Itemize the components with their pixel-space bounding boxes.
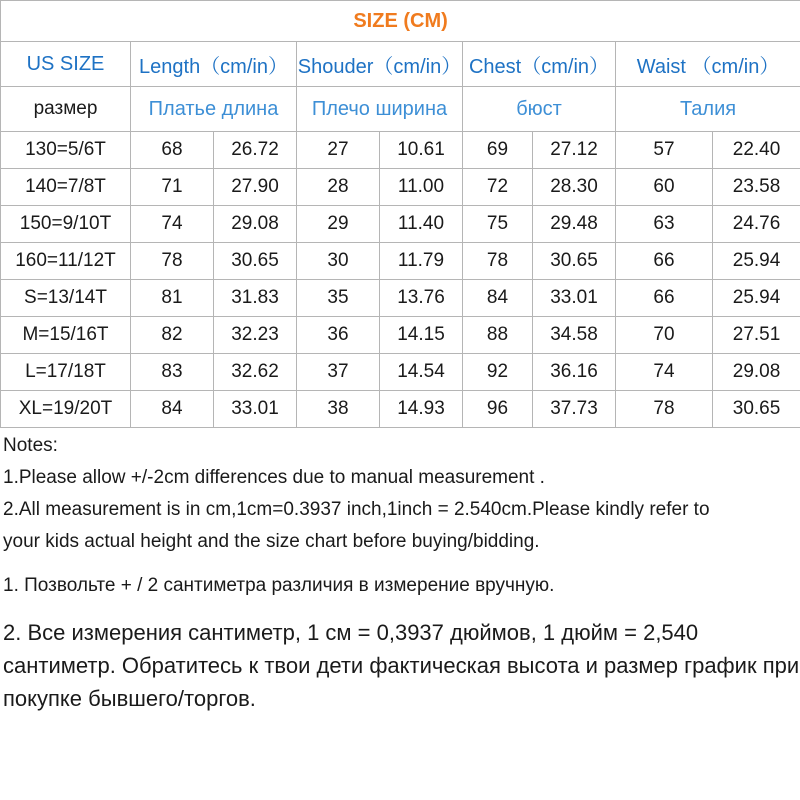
size-label-cell: XL=19/20T: [1, 391, 131, 428]
table-cell: 35: [297, 280, 380, 317]
table-cell: 27.90: [214, 169, 297, 206]
table-cell: 29: [297, 206, 380, 243]
table-cell: 38: [297, 391, 380, 428]
table-cell: 30.65: [214, 243, 297, 280]
table-cell: 14.15: [380, 317, 463, 354]
table-cell: 11.79: [380, 243, 463, 280]
table-cell: 29.08: [713, 354, 800, 391]
size-label-cell: 140=7/8T: [1, 169, 131, 206]
table-cell: 13.76: [380, 280, 463, 317]
table-cell: 14.54: [380, 354, 463, 391]
table-cell: 72: [463, 169, 533, 206]
header-us-size: US SIZE: [1, 42, 131, 87]
table-cell: 63: [616, 206, 713, 243]
table-cell: 88: [463, 317, 533, 354]
table-cell: 74: [616, 354, 713, 391]
table-cell: 36: [297, 317, 380, 354]
header-ru-shoulder: Плечо ширина: [297, 87, 463, 132]
table-cell: 11.40: [380, 206, 463, 243]
table-cell: 22.40: [713, 132, 800, 169]
table-cell: 30.65: [533, 243, 616, 280]
header-length: Length（cm/in）: [131, 42, 297, 87]
notes-heading: Notes:: [3, 435, 58, 456]
table-cell: 31.83: [214, 280, 297, 317]
note-en-2a: 2.All measurement is in cm,1cm=0.3937 inch,1inch = 2.540cm.Please kindly refer to: [3, 499, 710, 520]
table-cell: 92: [463, 354, 533, 391]
table-row: [1, 280, 800, 317]
table-cell: 66: [616, 243, 713, 280]
table-row: [1, 206, 800, 243]
table-cell: 82: [131, 317, 214, 354]
table-cell: 23.58: [713, 169, 800, 206]
table-title: SIZE (CM): [1, 1, 800, 42]
table-cell: 29.48: [533, 206, 616, 243]
table-row: [1, 354, 800, 391]
title-row: [1, 1, 800, 42]
header-row-en: [1, 42, 800, 87]
header-ru-length: Платье длина: [131, 87, 297, 132]
table-cell: 83: [131, 354, 214, 391]
table-cell: 37.73: [533, 391, 616, 428]
table-cell: 78: [616, 391, 713, 428]
table-cell: 27: [297, 132, 380, 169]
header-waist: Waist （cm/in）: [616, 42, 800, 87]
table-cell: 81: [131, 280, 214, 317]
table-cell: 30.65: [713, 391, 800, 428]
table-row: [1, 243, 800, 280]
header-ru-waist: Талия: [616, 87, 800, 132]
size-label-cell: 150=9/10T: [1, 206, 131, 243]
table-cell: 24.76: [713, 206, 800, 243]
table-cell: 66: [616, 280, 713, 317]
table-cell: 68: [131, 132, 214, 169]
size-label-cell: 160=11/12T: [1, 243, 131, 280]
table-cell: 32.23: [214, 317, 297, 354]
size-label-cell: 130=5/6T: [1, 132, 131, 169]
header-ru-chest: бюст: [463, 87, 616, 132]
table-cell: 27.51: [713, 317, 800, 354]
note-ru-2: 2. Все измерения сантиметр, 1 см = 0,3937 дюймов, 1 дюйм = 2,540 сантиметр. Обратитесь к твои дети фактическая высота и размер график при покупке бывшего/торгов.: [3, 620, 800, 711]
table-row: [1, 132, 800, 169]
table-row: [1, 317, 800, 354]
table-cell: 78: [463, 243, 533, 280]
table-cell: 10.61: [380, 132, 463, 169]
table-cell: 71: [131, 169, 214, 206]
table-cell: 36.16: [533, 354, 616, 391]
table-cell: 27.12: [533, 132, 616, 169]
table-cell: 84: [131, 391, 214, 428]
table-cell: 25.94: [713, 243, 800, 280]
table-cell: 69: [463, 132, 533, 169]
table-cell: 33.01: [214, 391, 297, 428]
table-cell: 30: [297, 243, 380, 280]
table-cell: 60: [616, 169, 713, 206]
header-ru-size: размер: [1, 87, 131, 132]
table-cell: 57: [616, 132, 713, 169]
note-ru-1: 1. Позвольте + / 2 сантиметра различия в измерение вручную.: [3, 575, 555, 596]
table-cell: 33.01: [533, 280, 616, 317]
table-cell: 34.58: [533, 317, 616, 354]
note-en-2b: your kids actual height and the size chart before buying/bidding.: [3, 531, 540, 552]
header-shoulder: Shouder（cm/in）: [297, 42, 463, 87]
size-label-cell: S=13/14T: [1, 280, 131, 317]
table-row: [1, 169, 800, 206]
table-cell: 11.00: [380, 169, 463, 206]
table-cell: 70: [616, 317, 713, 354]
note-en-1: 1.Please allow +/-2cm differences due to manual measurement .: [3, 467, 545, 488]
size-label-cell: M=15/16T: [1, 317, 131, 354]
header-chest: Chest（cm/in）: [463, 42, 616, 87]
table-cell: 75: [463, 206, 533, 243]
table-cell: 84: [463, 280, 533, 317]
table-cell: 28.30: [533, 169, 616, 206]
notes-spacer: [3, 558, 800, 570]
table-cell: 74: [131, 206, 214, 243]
table-cell: 28: [297, 169, 380, 206]
table-cell: 29.08: [214, 206, 297, 243]
table-cell: 96: [463, 391, 533, 428]
table-cell: 25.94: [713, 280, 800, 317]
table-cell: 26.72: [214, 132, 297, 169]
table-cell: 14.93: [380, 391, 463, 428]
table-cell: 78: [131, 243, 214, 280]
header-row-ru: [1, 87, 800, 132]
table-cell: 37: [297, 354, 380, 391]
notes-section: [0, 428, 800, 715]
table-cell: 32.62: [214, 354, 297, 391]
size-label-cell: L=17/18T: [1, 354, 131, 391]
table-row: [1, 391, 800, 428]
